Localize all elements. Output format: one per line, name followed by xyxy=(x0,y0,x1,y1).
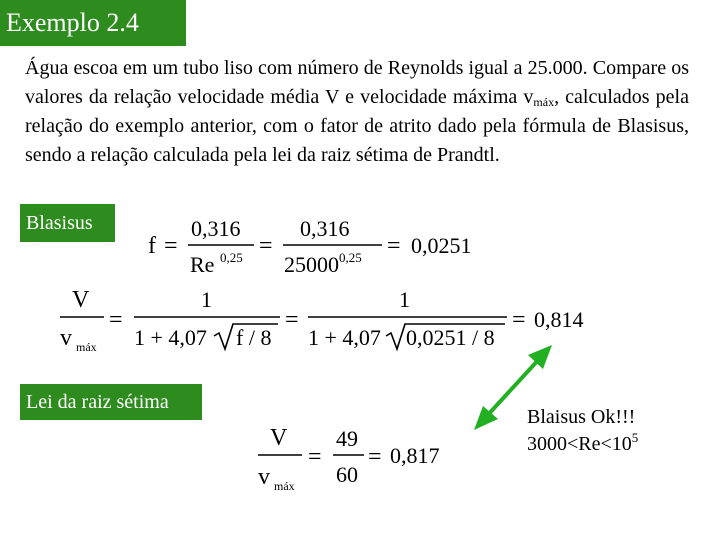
problem-subscript: máx xyxy=(533,95,555,109)
equals-sign: = xyxy=(259,233,273,259)
friction-result: 0,0251 xyxy=(411,233,472,258)
velocity-result-2: 0,817 xyxy=(390,443,440,468)
numerator-one-1: 1 xyxy=(201,287,212,312)
example-title: Exemplo 2.4 xyxy=(0,0,186,46)
numerator-one-2: 1 xyxy=(399,287,410,312)
reynolds-range: 3000<Re<10 xyxy=(527,433,632,455)
numerator-2: 0,316 xyxy=(300,216,350,241)
equals-sign: = xyxy=(512,307,526,333)
denominator-prefix-2: 1 + 4,07 xyxy=(308,325,381,350)
validity-note xyxy=(527,404,638,458)
blasius-label: Blasisus xyxy=(20,204,115,242)
equals-sign: = xyxy=(387,233,401,259)
numerator-49: 49 xyxy=(336,426,358,451)
denominator-re: Re xyxy=(190,252,215,277)
velocity-result-1: 0,814 xyxy=(534,307,584,332)
exponent-2: 0,25 xyxy=(339,250,362,265)
note-line-2 xyxy=(527,431,638,458)
equals-sign: = xyxy=(368,444,382,470)
problem-text-2: , calculados pela relação do exemplo anterior, com o fator de atrito dado pela fórmula de Blasisus, sendo a relação calculada pela lei da raiz sétima de Prandtl. xyxy=(25,86,689,166)
equals-sign: = xyxy=(109,307,123,333)
seventh-root-label: Lei da raiz sétima xyxy=(20,384,202,420)
f-symbol: f xyxy=(148,233,156,259)
note-line-1: Blaisus Ok!!! xyxy=(527,406,636,428)
reynolds-exponent: 5 xyxy=(631,430,639,445)
numerator-1: 0,316 xyxy=(191,216,241,241)
v-subscript: máx xyxy=(274,479,295,493)
problem-text-1: Água escoa em um tubo liso com número de Reynolds igual a 25.000. Compare os valores da relação velocidade média V e velocidade máxima v xyxy=(25,57,689,108)
radicand-2: 0,0251 / 8 xyxy=(406,325,495,350)
equals-sign: = xyxy=(308,444,322,470)
V-symbol: V xyxy=(270,425,288,451)
exponent-1: 0,25 xyxy=(220,250,243,265)
denominator-25000: 25000 xyxy=(284,252,339,277)
v-symbol: v xyxy=(60,325,72,351)
denominator-prefix-1: 1 + 4,07 xyxy=(134,325,207,350)
radicand-1: f / 8 xyxy=(236,325,272,350)
equals-sign: = xyxy=(285,307,299,333)
V-symbol: V xyxy=(72,287,90,313)
v-subscript: máx xyxy=(76,340,97,354)
v-symbol: v xyxy=(258,464,270,490)
equals-sign: = xyxy=(164,233,178,259)
denominator-60: 60 xyxy=(336,462,358,487)
